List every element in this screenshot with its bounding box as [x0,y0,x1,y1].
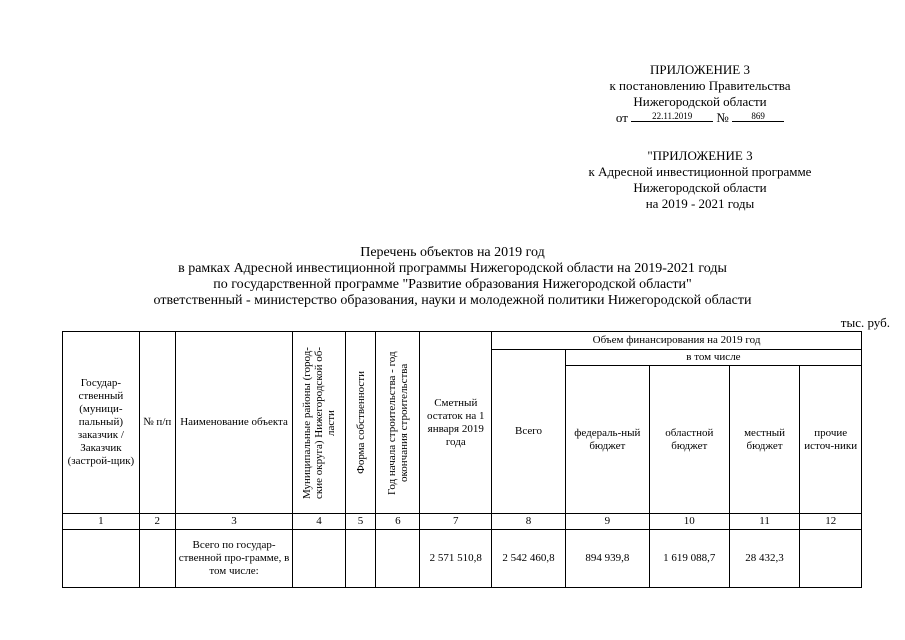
header-financing-group: Объем финансирования на 2019 год [492,332,862,350]
appendix-3-title: ПРИЛОЖЕНИЕ 3 [650,62,750,77]
header-ownership-text: Форма собственности [354,371,367,474]
header-name: Наименование объекта [175,332,293,514]
number-label: № [716,110,729,125]
column-number: 7 [420,514,492,530]
total-num [139,530,175,588]
column-number: 4 [293,514,345,530]
header-federal: федераль-ный бюджет [565,366,649,514]
column-number: 9 [565,514,649,530]
header-customer: Государ-ственный (муници-пальный) заказчик / Заказчик (застрой-щик) [63,332,140,514]
appendix-program-header [555,148,845,212]
appendix-program-line2: к Адресной инвестиционной программе [588,164,812,179]
appendix-3-header [560,62,840,126]
header-other: прочие источ-ники [800,366,862,514]
resolution-number: 869 [732,111,784,122]
total-local: 28 432,3 [729,530,800,588]
column-number: 8 [492,514,566,530]
header-district-text: Муниципальные районы (город-ские округа) Нижегородской об-ласти [301,346,338,499]
appendix-3-date-line [560,110,840,126]
column-number: 3 [175,514,293,530]
total-regional: 1 619 088,7 [649,530,729,588]
header-years-text: Год начала строительства - год окончания строительства [385,350,410,495]
from-label: от [615,110,628,125]
title-line-1: Перечень объектов на 2019 год [360,245,545,260]
header-district [293,332,345,514]
column-number: 5 [345,514,376,530]
header-num: № п/п [139,332,175,514]
header-ownership [345,332,376,514]
resolution-date: 22.11.2019 [631,111,713,122]
column-number: 2 [139,514,175,530]
column-number: 1 [63,514,140,530]
total-district [293,530,345,588]
objects-table [62,331,862,588]
units-label: тыс. руб. [840,315,890,330]
appendix-program-line3: Нижегородской области [633,180,767,195]
total-other [800,530,862,588]
appendix-program-title: "ПРИЛОЖЕНИЕ 3 [647,148,753,163]
header-including: в том числе [565,350,861,366]
appendix-3-region: Нижегородской области [633,94,767,109]
header-remaining: Сметный остаток на 1 января 2019 года [420,332,492,514]
header-local: местный бюджет [729,366,800,514]
total-customer [63,530,140,588]
total-financing: 2 542 460,8 [492,530,566,588]
appendix-program-line4: на 2019 - 2021 годы [645,196,755,211]
total-row [63,530,862,588]
column-number: 11 [729,514,800,530]
column-number: 6 [376,514,420,530]
total-years [376,530,420,588]
column-number-row [63,514,862,530]
title-line-2: в рамках Адресной инвестиционной программы Нижегородской области на 2019-2021 годы [178,261,727,276]
total-name: Всего по государ-ственной про-грамме, в том числе: [175,530,293,588]
title-line-3: по государственной программе "Развитие образования Нижегородской области" [213,277,692,292]
header-regional: областной бюджет [649,366,729,514]
total-federal: 894 939,8 [565,530,649,588]
total-remaining: 2 571 510,8 [420,530,492,588]
column-number: 10 [649,514,729,530]
total-ownership [345,530,376,588]
title-line-4: ответственный - министерство образования, науки и молодежной политики Нижегородской области [153,293,752,308]
appendix-3-resolution: к постановлению Правительства [609,78,791,93]
header-total: Всего [492,350,566,514]
header-years [376,332,420,514]
document-title [100,245,805,309]
column-number: 12 [800,514,862,530]
